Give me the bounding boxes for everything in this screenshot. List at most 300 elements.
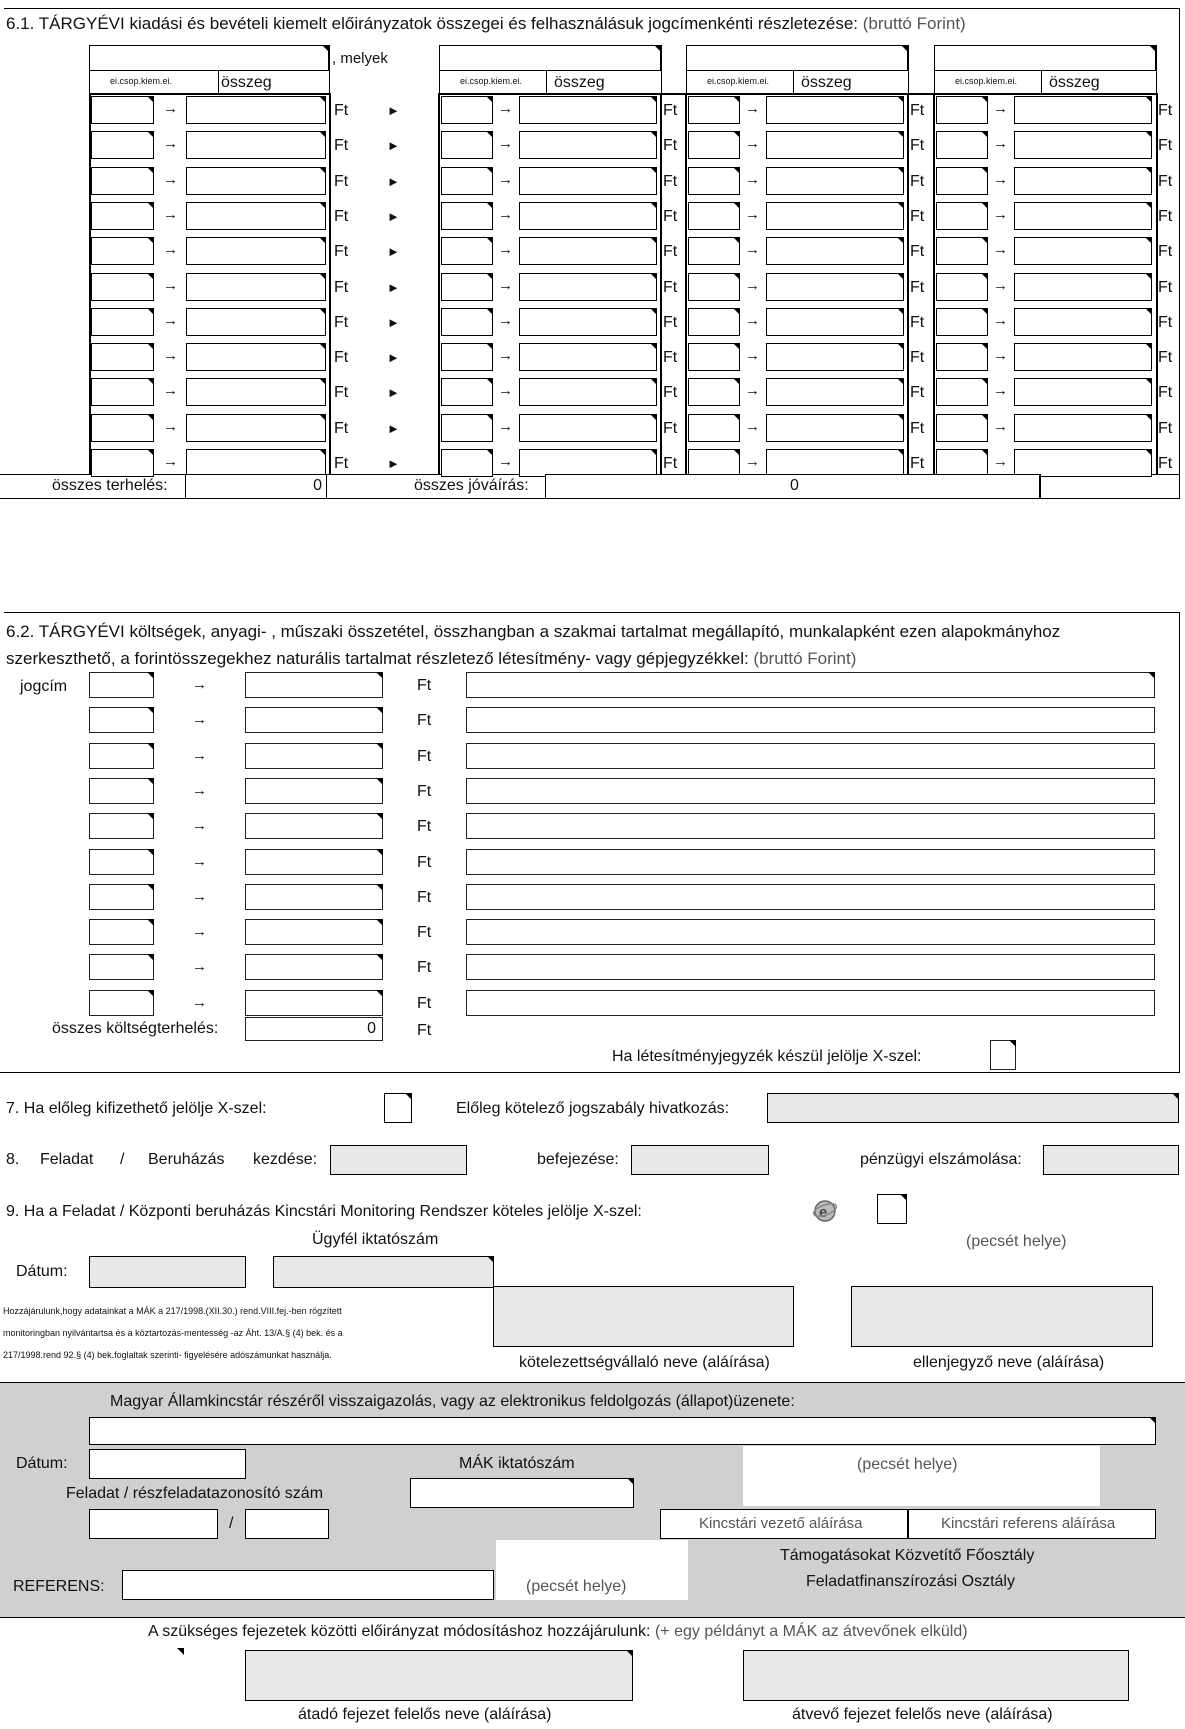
tamogatas-osszeg-input-0[interactable] xyxy=(519,96,657,124)
maradvany-osszeg-input-0[interactable] xyxy=(766,96,904,124)
tamogatas-sub-csop: ei.csop.kiem.ei. xyxy=(460,76,523,86)
s61-title-text: 6.1. TÁRGYÉVI kiadási és bevételi kiemelt előirányzatok összegei és felhasználásuk jogcímenkénti részletezése: xyxy=(6,14,859,33)
jogcim-ft-1: Ft xyxy=(417,712,432,729)
kiadasi-osszeg-input-7[interactable] xyxy=(186,343,326,371)
bevetel-right-edge xyxy=(1156,45,1157,93)
grid-vline-1 xyxy=(438,93,440,474)
tamogatas-header-frame xyxy=(439,45,661,71)
jogcim-code-input-4[interactable] xyxy=(89,813,154,839)
maradvany-arrow-5: → xyxy=(745,277,760,294)
maradvany-arrow-4: → xyxy=(745,241,760,258)
maradvany-arrow-6: → xyxy=(745,312,760,329)
kiadasi-ft-5: Ft xyxy=(334,279,349,296)
grid-vline-r-2 xyxy=(907,93,909,474)
kiadasi-osszeg-input-6[interactable] xyxy=(186,308,326,336)
tamogatas-csop-input-3[interactable] xyxy=(441,202,493,230)
footer-corner-mark xyxy=(177,1648,184,1655)
tamogatas-osszeg-input-7[interactable] xyxy=(519,343,657,371)
maradvany-osszeg-input-6[interactable] xyxy=(766,308,904,336)
tamogatas-ft-1: Ft xyxy=(663,137,678,154)
fooszt-line-1: Támogatásokat Közvetítő Főosztály xyxy=(780,1547,1035,1564)
footer-consent xyxy=(148,1623,968,1641)
tamogatas-osszeg-input-1[interactable] xyxy=(519,131,657,159)
jogcim-amount-input-2[interactable] xyxy=(245,743,383,769)
jogcim-description-input-8[interactable] xyxy=(466,954,1155,980)
maradvany-sub-osszeg: összeg xyxy=(801,74,852,91)
tamogatas-osszeg-input-3[interactable] xyxy=(519,202,657,230)
kiadasi-arrow-1: → xyxy=(163,135,178,152)
bevetel-ft-2: Ft xyxy=(1158,173,1173,190)
total-jovairas-value: 0 xyxy=(790,477,799,494)
bevetel-csop-input-4[interactable] xyxy=(936,237,988,265)
bevetel-arrow-4: → xyxy=(993,241,1008,258)
tamogatas-ft-4: Ft xyxy=(663,243,678,260)
tamogatas-csop-input-5[interactable] xyxy=(441,273,493,301)
maradvany-csop-input-1[interactable] xyxy=(688,131,740,159)
tamogatas-sub-divider xyxy=(546,71,547,93)
s8-feladat: Feladat xyxy=(40,1151,94,1168)
maradvany-osszeg-input-5[interactable] xyxy=(766,273,904,301)
bevetel-osszeg-input-7[interactable] xyxy=(1014,343,1152,371)
bevetel-ft-0: Ft xyxy=(1158,102,1173,119)
bevetel-osszeg-input-4[interactable] xyxy=(1014,237,1152,265)
bevetel-csop-input-5[interactable] xyxy=(936,273,988,301)
maradvany-csop-input-4[interactable] xyxy=(688,237,740,265)
bevetel-ft-6: Ft xyxy=(1158,314,1173,331)
tamogatas-csop-input-6[interactable] xyxy=(441,308,493,336)
jogcim-ft-3: Ft xyxy=(417,783,432,800)
jogcim-amount-input-9[interactable] xyxy=(245,990,383,1016)
kiadasi-osszeg-input-5[interactable] xyxy=(186,273,326,301)
ie-globe-svg xyxy=(812,1198,838,1224)
grid-top-2 xyxy=(438,93,1158,95)
maradvany-ft-10: Ft xyxy=(910,455,925,472)
tamogatas-arrow-7: → xyxy=(498,347,513,364)
maradvany-arrow-7: → xyxy=(745,347,760,364)
mak-datum-input[interactable] xyxy=(89,1449,246,1479)
consent-line-1: Hozzájárulunk,hogy adatainkat a MÁK a 217/1998.(XII.30.) rend.VIII.fej.-ben rögzített xyxy=(3,1306,342,1316)
jogcim-ft-0: Ft xyxy=(417,677,432,694)
mak-iktato-label: MÁK iktatószám xyxy=(459,1455,575,1472)
azon-input-1[interactable] xyxy=(89,1509,218,1539)
tamogatas-csop-input-9[interactable] xyxy=(441,414,493,442)
bevetel-csop-input-10[interactable] xyxy=(936,449,988,477)
bevetel-arrow-0: → xyxy=(993,100,1008,117)
bevetel-arrow-6: → xyxy=(993,312,1008,329)
tamogatas-ft-9: Ft xyxy=(663,420,678,437)
tamogatas-arrow-2: → xyxy=(498,171,513,188)
maradvany-arrow-2: → xyxy=(745,171,760,188)
maradvany-osszeg-input-3[interactable] xyxy=(766,202,904,230)
kiadasi-ft-6: Ft xyxy=(334,314,349,331)
maradvany-osszeg-input-10[interactable] xyxy=(766,449,904,477)
ie-globe-icon xyxy=(812,1198,838,1224)
jogcim-ft-5: Ft xyxy=(417,854,432,871)
tamogatas-csop-input-2[interactable] xyxy=(441,167,493,195)
tamogatas-arrow-8: → xyxy=(498,382,513,399)
bevetel-csop-input-1[interactable] xyxy=(936,131,988,159)
jogcim-arrow-4: → xyxy=(192,817,207,834)
jogcim-description-input-3[interactable] xyxy=(466,778,1155,804)
atvevo-label: átvevő fejezet felelős neve (aláírása) xyxy=(792,1706,1053,1723)
tamogatas-csop-input-10[interactable] xyxy=(441,449,493,477)
bevetel-arrow-5: → xyxy=(993,277,1008,294)
kiadasi-osszeg-input-4[interactable] xyxy=(186,237,326,265)
tamogatas-arrow-10: → xyxy=(498,453,513,470)
melyek-pointer-2: ► xyxy=(387,174,400,189)
s7-label: 7. Ha előleg kifizethető jelölje X-szel: xyxy=(6,1100,267,1117)
bevetel-csop-input-0[interactable] xyxy=(936,96,988,124)
jogcim-amount-input-8[interactable] xyxy=(245,954,383,980)
tamogatas-ft-3: Ft xyxy=(663,208,678,225)
bevetel-ft-3: Ft xyxy=(1158,208,1173,225)
maradvany-osszeg-input-1[interactable] xyxy=(766,131,904,159)
bevetel-header-frame xyxy=(934,45,1156,71)
maradvany-csop-input-6[interactable] xyxy=(688,308,740,336)
jogcim-ft-8: Ft xyxy=(417,959,432,976)
bevetel-csop-input-9[interactable] xyxy=(936,414,988,442)
bevetel-arrow-3: → xyxy=(993,206,1008,223)
maradvany-csop-input-8[interactable] xyxy=(688,378,740,406)
penzugyi-input[interactable] xyxy=(1043,1145,1179,1175)
mak-datum-label: Dátum: xyxy=(16,1455,68,1472)
jogcim-description-input-0[interactable] xyxy=(466,672,1155,698)
tamogatas-ft-6: Ft xyxy=(663,314,678,331)
maradvany-left-edge xyxy=(686,45,687,93)
bevetel-osszeg-input-3[interactable] xyxy=(1014,202,1152,230)
maradvany-arrow-0: → xyxy=(745,100,760,117)
kiadasi-osszeg-input-3[interactable] xyxy=(186,202,326,230)
maradvany-sub-csop: ei.csop.kiem.ei. xyxy=(707,76,770,86)
maradvany-ft-5: Ft xyxy=(910,279,925,296)
kiadasi-osszeg-input-2[interactable] xyxy=(186,167,326,195)
s61-title xyxy=(6,14,966,34)
jogcim-code-input-7[interactable] xyxy=(89,919,154,945)
maradvany-ft-6: Ft xyxy=(910,314,925,331)
mak-iktato-input[interactable] xyxy=(410,1478,634,1508)
maradvany-arrow-3: → xyxy=(745,206,760,223)
melyek-pointer-8: ► xyxy=(387,385,400,400)
jogcim-ft-6: Ft xyxy=(417,889,432,906)
jogcim-description-input-7[interactable] xyxy=(466,919,1155,945)
melyek-pointer-10: ► xyxy=(387,456,400,471)
kiadasi-osszeg-input-9[interactable] xyxy=(186,414,326,442)
kiadasi-arrow-7: → xyxy=(163,347,178,364)
total-koltseg-ft: Ft xyxy=(417,1022,432,1039)
kiadasi-csop-input-10[interactable] xyxy=(91,449,154,477)
tamogatas-arrow-3: → xyxy=(498,206,513,223)
maradvany-ft-3: Ft xyxy=(910,208,925,225)
total-jovairas-field xyxy=(545,474,1040,498)
s8-penzugyi: pénzügyi elszámolása: xyxy=(860,1151,1022,1168)
total-koltseg-field xyxy=(245,1017,383,1041)
bevetel-ft-5: Ft xyxy=(1158,279,1173,296)
jogcim-code-input-1[interactable] xyxy=(89,707,154,733)
grid-top-1 xyxy=(89,93,331,95)
tamogatas-ft-8: Ft xyxy=(663,384,678,401)
grid-vline-r-0 xyxy=(329,93,331,474)
s8-kezdese: kezdése: xyxy=(253,1151,318,1168)
tamogatas-csop-input-4[interactable] xyxy=(441,237,493,265)
maradvany-osszeg-input-9[interactable] xyxy=(766,414,904,442)
s8-beruhazas: Beruházás xyxy=(148,1151,225,1168)
kiadasi-csop-input-2[interactable] xyxy=(91,167,154,195)
jogcim-arrow-3: → xyxy=(192,782,207,799)
kiadasi-ft-0: Ft xyxy=(334,102,349,119)
eloleg-checkbox[interactable] xyxy=(384,1093,412,1123)
referens-label: REFERENS: xyxy=(13,1578,105,1595)
kiadasi-ft-4: Ft xyxy=(334,243,349,260)
maradvany-csop-input-10[interactable] xyxy=(688,449,740,477)
jogcim-description-input-1[interactable] xyxy=(466,707,1155,733)
jogcim-label: jogcím xyxy=(20,678,68,695)
kiadasi-arrow-10: → xyxy=(163,453,178,470)
jogcim-description-input-5[interactable] xyxy=(466,849,1155,875)
tamogatas-osszeg-input-8[interactable] xyxy=(519,378,657,406)
kiadasi-osszeg-input-1[interactable] xyxy=(186,131,326,159)
kiadasi-arrow-8: → xyxy=(163,382,178,399)
kiadasi-sub-csop: ei.csop.kiem.ei. xyxy=(110,76,173,86)
bevetel-ft-4: Ft xyxy=(1158,243,1173,260)
kiadasi-csop-input-0[interactable] xyxy=(91,96,154,124)
bevetel-csop-input-8[interactable] xyxy=(936,378,988,406)
jogcim-arrow-0: → xyxy=(192,676,207,693)
jogcim-code-input-9[interactable] xyxy=(89,990,154,1016)
kiadasi-ft-10: Ft xyxy=(334,455,349,472)
s61-right-border xyxy=(1179,8,1180,498)
jogcim-amount-input-3[interactable] xyxy=(245,778,383,804)
tamogatas-ft-0: Ft xyxy=(663,102,678,119)
maradvany-ft-9: Ft xyxy=(910,420,925,437)
tamogatas-osszeg-input-4[interactable] xyxy=(519,237,657,265)
jogcim-arrow-8: → xyxy=(192,958,207,975)
maradvany-ft-1: Ft xyxy=(910,137,925,154)
s62-title-suffix: (bruttó Forint) xyxy=(753,649,857,668)
bevetel-csop-input-3[interactable] xyxy=(936,202,988,230)
maradvany-osszeg-input-2[interactable] xyxy=(766,167,904,195)
total-koltseg-label: összes költségterhelés: xyxy=(52,1020,219,1037)
bevetel-ft-8: Ft xyxy=(1158,384,1173,401)
kiadasi-arrow-9: → xyxy=(163,418,178,435)
kiadasi-arrow-6: → xyxy=(163,312,178,329)
tamogatas-osszeg-input-9[interactable] xyxy=(519,414,657,442)
bevetel-csop-input-7[interactable] xyxy=(936,343,988,371)
maradvany-csop-input-0[interactable] xyxy=(688,96,740,124)
s62-title-line1: 6.2. TÁRGYÉVI költségek, anyagi- , műszaki összetétel, összhangban a szakmai tartalmat megállapító, munkalapként ezen alapokmányhoz xyxy=(6,622,1061,641)
bevetel-osszeg-input-1[interactable] xyxy=(1014,131,1152,159)
jogcim-description-input-4[interactable] xyxy=(466,813,1155,839)
kiadasi-ft-1: Ft xyxy=(334,137,349,154)
jogcim-code-input-0[interactable] xyxy=(89,672,154,698)
jogcim-description-input-9[interactable] xyxy=(466,990,1155,1016)
tamogatas-osszeg-input-5[interactable] xyxy=(519,273,657,301)
s8-befejezese: befejezése: xyxy=(537,1151,619,1168)
bevetel-osszeg-input-6[interactable] xyxy=(1014,308,1152,336)
kiadasi-osszeg-input-10[interactable] xyxy=(186,449,326,477)
jogcim-amount-input-7[interactable] xyxy=(245,919,383,945)
ugyfel-iktato-input[interactable] xyxy=(273,1256,494,1288)
maradvany-ft-4: Ft xyxy=(910,243,925,260)
tamogatas-osszeg-input-6[interactable] xyxy=(519,308,657,336)
tamogatas-csop-input-1[interactable] xyxy=(441,131,493,159)
jogcim-amount-input-4[interactable] xyxy=(245,813,383,839)
ugyfel-iktato-label: Ügyfél iktatószám xyxy=(312,1231,439,1248)
bevetel-left-edge xyxy=(934,45,935,93)
kiadasi-csop-input-8[interactable] xyxy=(91,378,154,406)
jogcim-amount-input-6[interactable] xyxy=(245,884,383,910)
jogcim-amount-input-0[interactable] xyxy=(245,672,383,698)
tamogatas-arrow-0: → xyxy=(498,100,513,117)
maradvany-ft-0: Ft xyxy=(910,102,925,119)
kiadasi-csop-input-6[interactable] xyxy=(91,308,154,336)
bevetel-csop-input-6[interactable] xyxy=(936,308,988,336)
kotelezettseg-label: kötelezettségvállaló neve (aláírása) xyxy=(519,1354,770,1371)
jogcim-description-input-2[interactable] xyxy=(466,743,1155,769)
bevetel-ft-9: Ft xyxy=(1158,420,1173,437)
s62-top-border xyxy=(4,612,1180,613)
jogcim-amount-input-5[interactable] xyxy=(245,849,383,875)
jogcim-amount-input-1[interactable] xyxy=(245,707,383,733)
s62-title-line2-text: szerkeszthető, a forintösszegekhez naturális tartalmat részletező létesítmény- vagy gépjegyzékkel: xyxy=(6,649,749,668)
bevetel-osszeg-input-2[interactable] xyxy=(1014,167,1152,195)
referens-signature-label: Kincstári referens aláírása xyxy=(941,1515,1116,1532)
bevetel-arrow-10: → xyxy=(993,453,1008,470)
azon-input-2[interactable] xyxy=(245,1509,329,1539)
tamogatas-ft-7: Ft xyxy=(663,349,678,366)
kiadasi-osszeg-input-0[interactable] xyxy=(186,96,326,124)
kiadasi-arrow-0: → xyxy=(163,100,178,117)
maradvany-right-edge xyxy=(908,45,909,93)
kiadasi-csop-input-9[interactable] xyxy=(91,414,154,442)
s7-jogszabaly-label: Előleg kötelező jogszabály hivatkozás: xyxy=(456,1100,730,1117)
jogcim-ft-9: Ft xyxy=(417,995,432,1012)
jogcim-code-input-3[interactable] xyxy=(89,778,154,804)
bevetel-osszeg-input-5[interactable] xyxy=(1014,273,1152,301)
maradvany-csop-input-5[interactable] xyxy=(688,273,740,301)
total-jovairas-label: összes jóváírás: xyxy=(414,477,529,494)
melyek-pointer-1: ► xyxy=(387,138,400,153)
bevetel-osszeg-input-10[interactable] xyxy=(1014,449,1152,477)
total-terheles-label: összes terhelés: xyxy=(52,477,168,494)
maradvany-csop-input-2[interactable] xyxy=(688,167,740,195)
tamogatas-csop-input-8[interactable] xyxy=(441,378,493,406)
vezeto-signature[interactable] xyxy=(660,1509,908,1539)
mak-feladat-azon-label: Feladat / részfeladatazonosító szám xyxy=(66,1485,324,1502)
kiadasi-osszeg-input-8[interactable] xyxy=(186,378,326,406)
tamogatas-sub-osszeg: összeg xyxy=(554,74,605,91)
jogcim-arrow-1: → xyxy=(192,711,207,728)
kiadasi-arrow-4: → xyxy=(163,241,178,258)
tamogatas-osszeg-input-2[interactable] xyxy=(519,167,657,195)
ellenjegyzo-signature[interactable] xyxy=(851,1286,1153,1347)
maradvany-arrow-10: → xyxy=(745,453,760,470)
tamogatas-csop-input-0[interactable] xyxy=(441,96,493,124)
s9-datum-label: Dátum: xyxy=(16,1263,68,1280)
total-koltseg-value: 0 xyxy=(367,1020,376,1037)
referens-input[interactable] xyxy=(122,1570,494,1600)
bevetel-arrow-9: → xyxy=(993,418,1008,435)
s9-datum-input[interactable] xyxy=(89,1256,246,1288)
bevetel-arrow-2: → xyxy=(993,171,1008,188)
bevetel-osszeg-input-9[interactable] xyxy=(1014,414,1152,442)
jogcim-arrow-7: → xyxy=(192,923,207,940)
bevetel-arrow-7: → xyxy=(993,347,1008,364)
maradvany-osszeg-input-8[interactable] xyxy=(766,378,904,406)
jogcim-code-input-5[interactable] xyxy=(89,849,154,875)
kiadasi-left-edge xyxy=(89,45,90,93)
kiadasi-ft-8: Ft xyxy=(334,384,349,401)
tamogatas-osszeg-input-10[interactable] xyxy=(519,449,657,477)
tamogatas-csop-input-7[interactable] xyxy=(441,343,493,371)
kiadasi-arrow-5: → xyxy=(163,277,178,294)
kiadasi-csop-input-4[interactable] xyxy=(91,237,154,265)
maradvany-csop-input-7[interactable] xyxy=(688,343,740,371)
maradvany-osszeg-input-7[interactable] xyxy=(766,343,904,371)
total-terheles-value: 0 xyxy=(313,477,322,494)
atvevo-signature[interactable] xyxy=(743,1650,1129,1701)
bevetel-csop-input-2[interactable] xyxy=(936,167,988,195)
kiadasi-csop-input-3[interactable] xyxy=(91,202,154,230)
kiadasi-csop-input-7[interactable] xyxy=(91,343,154,371)
tamogatas-arrow-4: → xyxy=(498,241,513,258)
maradvany-csop-input-3[interactable] xyxy=(688,202,740,230)
consent-line-3: 217/1998.rend 92.§ (4) bek.foglaltak szerinti- figyelésére adószámunkat használja. xyxy=(3,1350,332,1360)
jogcim-description-input-6[interactable] xyxy=(466,884,1155,910)
tamogatas-ft-2: Ft xyxy=(663,173,678,190)
letesitmeny-checkbox[interactable] xyxy=(990,1040,1016,1070)
jogcim-ft-2: Ft xyxy=(417,748,432,765)
kezdese-input[interactable] xyxy=(330,1145,467,1175)
maradvany-sub-divider xyxy=(793,71,794,93)
jogcim-code-input-6[interactable] xyxy=(89,884,154,910)
maradvany-arrow-9: → xyxy=(745,418,760,435)
melyek-pointer-0: ► xyxy=(387,103,400,118)
maradvany-csop-input-9[interactable] xyxy=(688,414,740,442)
total-jovairas-divider xyxy=(1040,474,1041,498)
s9-label: 9. Ha a Feladat / Központi beruházás Kincstári Monitoring Rendszer köteles jelölje X-szel: xyxy=(6,1203,642,1220)
melyek-pointer-7: ► xyxy=(387,350,400,365)
melyek-pointer-3: ► xyxy=(387,209,400,224)
befejezese-input[interactable] xyxy=(631,1145,769,1175)
jogcim-arrow-5: → xyxy=(192,853,207,870)
melyek-pointer-9: ► xyxy=(387,421,400,436)
jogcim-code-input-8[interactable] xyxy=(89,954,154,980)
kotelezettseg-signature[interactable] xyxy=(493,1286,794,1347)
bevetel-osszeg-input-0[interactable] xyxy=(1014,96,1152,124)
tamogatas-right-edge xyxy=(661,45,662,93)
mak-message-input[interactable] xyxy=(89,1417,1156,1445)
maradvany-ft-8: Ft xyxy=(910,384,925,401)
jogcim-ft-4: Ft xyxy=(417,818,432,835)
referens-signature[interactable] xyxy=(908,1509,1156,1539)
maradvany-osszeg-input-4[interactable] xyxy=(766,237,904,265)
jogcim-code-input-2[interactable] xyxy=(89,743,154,769)
atado-label: átadó fejezet felelős neve (aláírása) xyxy=(298,1706,552,1723)
tamogatas-left-edge xyxy=(439,45,440,93)
atado-signature[interactable] xyxy=(245,1650,633,1701)
monitoring-checkbox[interactable] xyxy=(877,1194,907,1224)
jogszabaly-input[interactable] xyxy=(767,1093,1179,1123)
melyek-pointer-6: ► xyxy=(387,315,400,330)
bevetel-osszeg-input-8[interactable] xyxy=(1014,378,1152,406)
vezeto-signature-label: Kincstári vezető aláírása xyxy=(699,1515,863,1532)
s61-top-border xyxy=(4,8,1180,9)
kiadasi-csop-input-1[interactable] xyxy=(91,131,154,159)
bevetel-ft-1: Ft xyxy=(1158,137,1173,154)
melyek-pointer-4: ► xyxy=(387,244,400,259)
kiadasi-csop-input-5[interactable] xyxy=(91,273,154,301)
s61-title-suffix: (bruttó Forint) xyxy=(862,14,966,33)
